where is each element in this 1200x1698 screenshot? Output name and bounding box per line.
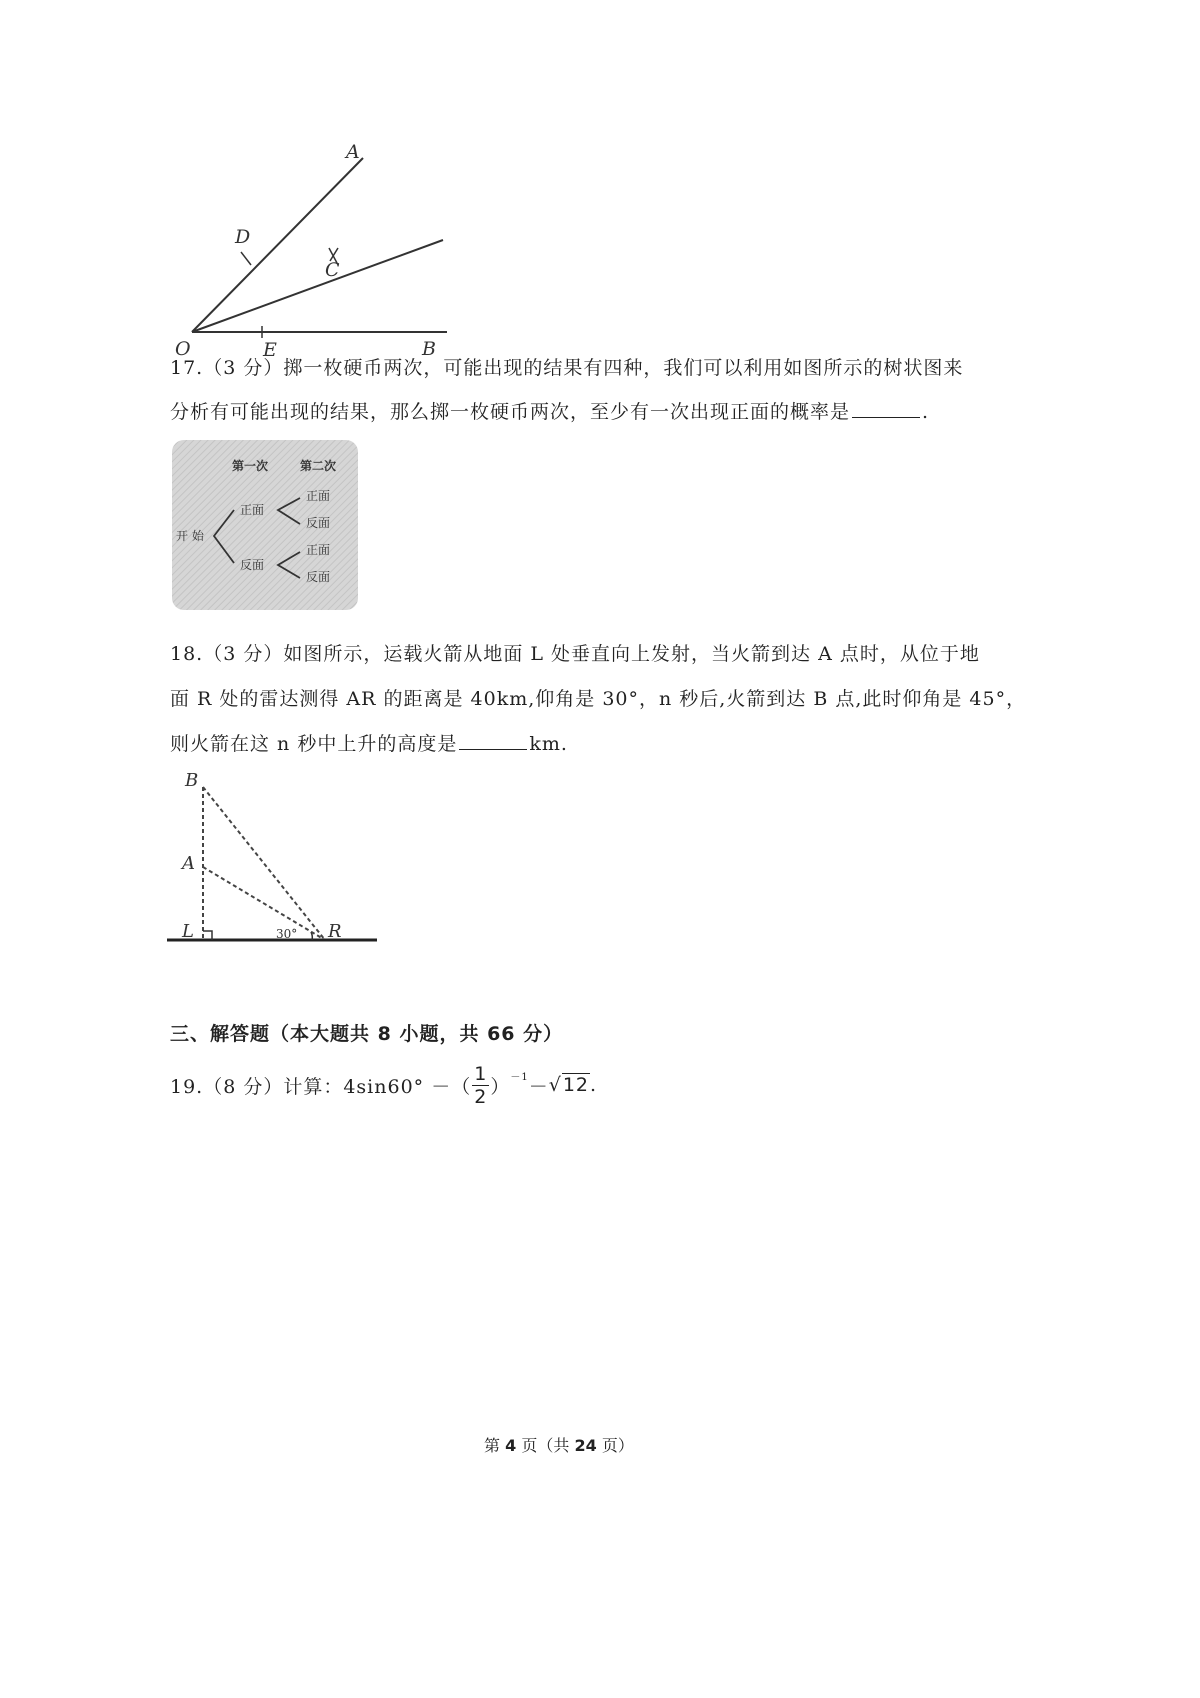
question-19: [170, 1057, 597, 1113]
question-19-close-paren: ）: [490, 1075, 511, 1098]
answer-blank-17: [852, 399, 920, 418]
leaf-th: 正面: [306, 543, 331, 557]
label-a: A: [182, 853, 195, 874]
label-e: E: [263, 339, 277, 361]
label-c: C: [325, 259, 340, 281]
question-18-text: 则火箭在这 n 秒中上升的高度是: [170, 733, 458, 755]
minus-sign: －: [528, 1075, 549, 1098]
angle-label: 30°: [276, 927, 298, 941]
square-root: √12: [548, 1074, 590, 1096]
ray-oc: [192, 240, 443, 332]
header-first: 第一次: [232, 459, 269, 473]
line-ar: [203, 867, 325, 940]
footer-total-pages: 24: [574, 1436, 597, 1455]
fraction-numerator: 1: [474, 1062, 488, 1085]
page-footer: [484, 1433, 634, 1456]
tree-diagram: [172, 440, 358, 610]
leaf-hh: 正面: [306, 489, 331, 503]
fraction-one-half: [472, 1063, 489, 1108]
question-18-line-3: [170, 729, 568, 756]
leaf-ht: 反面: [306, 516, 331, 530]
question-18-line-2: 面 R 处的雷达测得 AR 的距离是 40km,仰角是 30°，n 秒后,火箭到达 B 点,此时仰角是 45°，: [170, 688, 1027, 710]
label-l: L: [182, 921, 194, 942]
label-d: D: [235, 226, 251, 248]
exponent: －1: [510, 1071, 529, 1083]
question-17-end: .: [922, 401, 930, 423]
label-r: R: [328, 921, 342, 942]
rocket-radar-figure: [165, 765, 385, 950]
footer-mid: 页（共: [521, 1436, 570, 1455]
line-br: [203, 787, 325, 940]
answer-blank-18: [459, 731, 527, 750]
label-b: B: [185, 770, 199, 791]
first-tails: 反面: [240, 558, 265, 572]
header-second: 第二次: [300, 459, 337, 473]
leaf-tt: 反面: [306, 570, 331, 584]
radicand: 12: [562, 1074, 590, 1096]
label-o: O: [175, 338, 191, 360]
question-17-line-1: 17.（3 分）掷一枚硬币两次，可能出现的结果有四种，我们可以利用如图所示的树状图来: [170, 357, 964, 379]
question-18-unit: km.: [529, 733, 568, 755]
section-3-heading: 三、解答题（本大题共 8 小题，共 66 分）: [170, 1023, 564, 1045]
ray-oa: [192, 158, 363, 332]
label-a: A: [346, 141, 360, 163]
fraction-denominator: 2: [474, 1085, 488, 1108]
tree-start: 开 始: [176, 529, 204, 543]
angle-bisector-figure: [175, 140, 455, 365]
footer-pre: 第: [484, 1436, 501, 1455]
first-heads: 正面: [240, 503, 265, 517]
question-17-text: 分析有可能出现的结果，那么掷一枚硬币两次，至少有一次出现正面的概率是: [170, 401, 851, 423]
footer-post: 页）: [601, 1436, 634, 1455]
question-19-prefix: 19.（8 分）计算：4sin60° －（: [170, 1075, 472, 1098]
footer-page-number: 4: [505, 1436, 517, 1455]
label-b: B: [422, 338, 436, 360]
question-18-line-1: 18.（3 分）如图所示，运载火箭从地面 L 处垂直向上发射，当火箭到达 A 点时，从位于地: [170, 643, 980, 665]
arc-mark-d: [241, 252, 251, 265]
question-17-line-2: [170, 397, 929, 424]
question-19-end: .: [590, 1074, 598, 1096]
